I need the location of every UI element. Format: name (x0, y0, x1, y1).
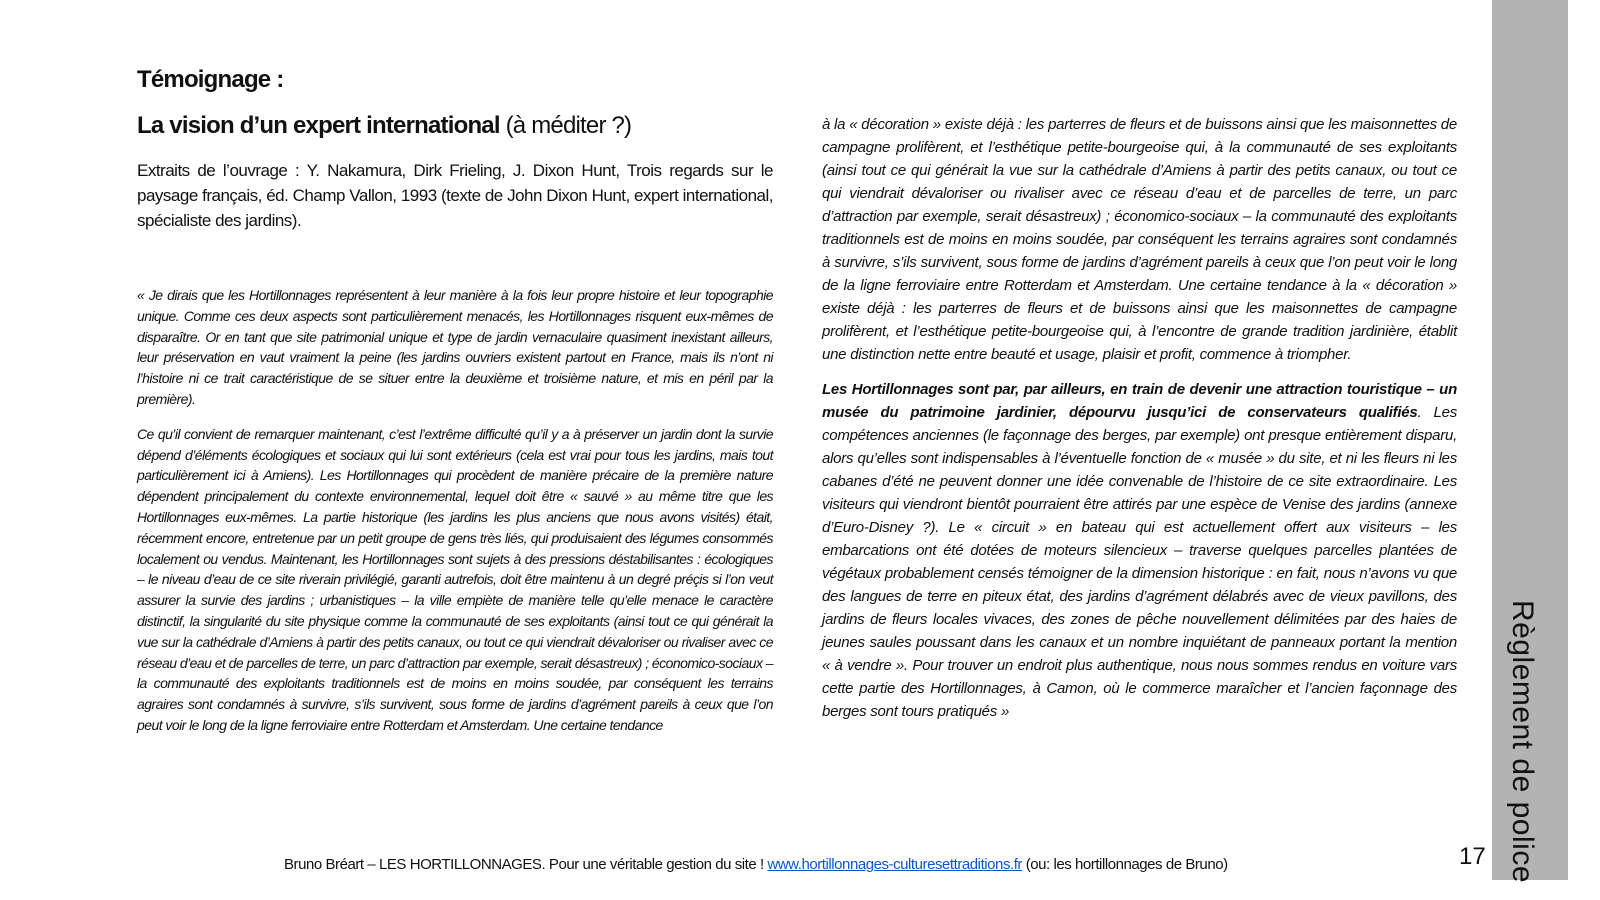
left-column (137, 285, 773, 750)
quote-paragraph (822, 378, 1457, 723)
quote-paragraph: à la « décoration » existe déjà : les parterres de fleurs et de buissons ainsi que les maisonnettes de campagne prolifèrent, et l’esthétique petite-bourgeoise qui, à la communauté de ses exploitants (ainsi tout ce qui générait la vue sur la cathédrale d’Amiens à partir des petits canaux, ou tout ce qui viendrait dévaloriser ou rivaliser avec ce réseau d’eau et de parcelles de terre, un parc d’attraction par exemple, serait désastreux) ; économico-sociaux – la communauté des exploitants traditionnels est de moins en moins soudée, par conséquent les terrains agraires sont condamnés à survivre, s’ils survivent, sous forme de jardins d’agrément pareils à ceux que l’on peut voir le long de la ligne ferroviaire entre Rotterdam et Amsterdam. Une certaine tendance à la « décoration » existe déjà : les parterres de fleurs et de buissons ainsi que les maisonnettes de campagne prolifèrent, et l’esthétique petite-bourgeoise qui, à l’encontre de grande tradition jardinière, établit une distinction nette entre beauté et usage, plaisir et profit, commence à triompher. (822, 116, 1457, 363)
page-title: Témoignage : (137, 66, 284, 93)
website-link[interactable]: www.hortillonnages-culturesettraditions.fr (767, 856, 1022, 873)
quote-paragraph: Ce qu’il convient de remarquer maintenant, c’est l’extrême difficulté qu’il y a à préserver un jardin dont la survie dépend d’éléments écologiques et sociaux qui lui sont extérieurs (cela est vrai pour tous les jardins, mais tout particulièrement ici à Amiens). Les Hortillonnages qui procèdent de manière précaire de la première nature dépendent principalement du contexte environnemental, lequel doit être « sauvé » au même titre que les Hortillonnages eux-mêmes. La partie historique (les jardins les plus anciens que nous avons visités) était, récemment encore, entretenue par un petit groupe de gens très liés, qui produisaient des légumes consommés localement ou vendus. Maintenant, les Hortillonnages sont sujets à des pressions déstabilisantes : écologiques – le niveau d’eau de ce site riverain privilégié, garanti autrefois, doit être maintenu à un degré préçis si l’on veut assurer la survie des jardins ; urbanistiques – la ville empiète de manière telle qu’elle menace le caractère distinctif, la singularité du site physique comme la communauté de ses exploitants (ainsi tout ce qui générait la vue sur la cathédrale d’Amiens à partir des petits canaux, ou tout ce qui viendrait dévaloriser ou rivaliser avec ce réseau d’eau et de parcelles de terre, un parc d’attraction par exemple, serait désastreux) ; économico-sociaux – la communauté des exploitants traditionnels est de moins en moins soudée, par conséquent les terrains agraires sont condamnés à survivre, s’ils survivent, sous forme de jardins d’agrément pareils à ceux que l’on peut voir le long de la ligne ferroviaire entre Rotterdam et Amsterdam. Une certaine tendance (137, 425, 773, 733)
subtitle-note: (à méditer ?) (499, 112, 632, 139)
right-column (822, 113, 1457, 735)
page-number: 17 (1459, 843, 1486, 870)
sidebar-title: Règlement de police (1506, 600, 1539, 884)
page-subtitle (137, 112, 631, 140)
footer (284, 856, 1228, 873)
footer-suffix: (ou: les hortillonnages de Bruno) (1021, 856, 1228, 873)
quote-paragraph: « Je dirais que les Hortillonnages représentent à leur manière à la fois leur propre histoire et leur topographie unique. Comme ces deux aspects sont particulièrement menacés, les Hortillonnages risquent eux-mêmes de disparaître. Or en tant que site patrimonial unique et type de jardin vernaculaire quasiment inexistant ailleurs, leur préservation en vaut vraiment la peine (les jardins ouvriers existent partout en France, mais ils n’ont ni l’histoire ni ce trait caractéristique de se situer entre la deuxième et troisième nature, et mis en péril par la première). (137, 287, 773, 407)
source-intro: Extraits de l’ouvrage : Y. Nakamura, Dirk Frieling, J. Dixon Hunt, Trois regards sur le paysage français, éd. Champ Vallon, 1993 (texte de John Dixon Hunt, expert international, spécialiste des jardins). (137, 161, 773, 230)
paragraph-text: . Les compétences anciennes (le façonnage des berges, par exemple) ont presque entièrement disparu, alors qu’elles sont indispensables à l’éventuelle fonction de « musée » du site, et ni les fleurs ni les cabanes d’été ne peuvent donner une idée convenable de l’histoire de ce site extraordinaire. Les visiteurs qui viendront bientôt pourraient être attirés par une espèce de Venise des jardins (annexe d’Euro-Disney ?). Le « circuit » en bateau qui est actuellement offert aux visiteurs – les embarcations ont été dotées de moteurs silencieux – traverse quelques parcelles plantées de végétaux probablement censés témoigner de la dimension historique : en fait, nous n’avons vu que des langues de terre en piteux état, des jardins d’agrément délabrés avec de vieux pavillons, des jardins de fleurs locales vivaces, des zones de pêche nouvellement délimitées par des haies de jeunes saules poussant dans les canaux et un nombre inquiétant de panneaux portant la mention « à vendre ». Pour trouver un endroit plus authentique, nous nous sommes rendus en voiture vars cette partie des Hortillonnages, à Camon, où le commerce maraîcher et l’ancien façonnage des berges sont tours pratiqués » (822, 404, 1457, 720)
emphasis-text: Les Hortillonnages sont par, par ailleurs, en train de devenir une attraction touristique – un musée du patrimoine jardinier, dépourvu jusqu’ici de conservateurs qualifiés (822, 381, 1457, 421)
subtitle-bold: La vision d’un expert international (137, 112, 500, 139)
footer-text: Bruno Bréart – LES HORTILLONNAGES. Pour une véritable gestion du site ! (284, 856, 768, 873)
